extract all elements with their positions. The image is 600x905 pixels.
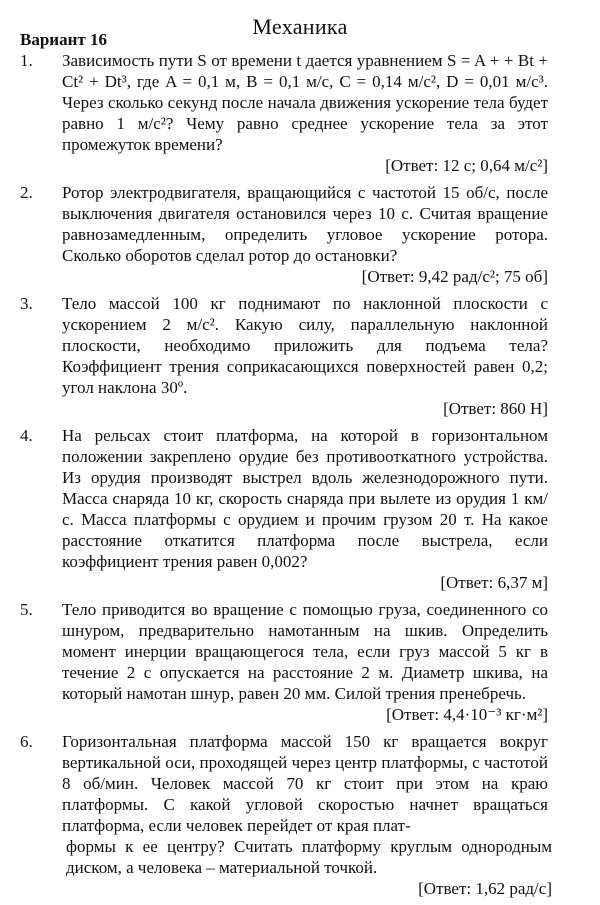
page-title: Механика: [252, 14, 348, 39]
problem-number: 1.: [20, 51, 33, 70]
problem-number: 6.: [20, 732, 33, 751]
problem-text: Тело массой 100 кг поднимают по наклонной плоскости с ускорением 2 м/с². Какую силу, параллельную наклонной плоскости, необходимо приложить для подъема тела? Коэффициент трения соприкасающихся поверхностей равен 0,2; угол наклона 30º.: [62, 294, 548, 397]
problem-answer: [Ответ: 1,62 рад/с]: [418, 879, 552, 898]
problem-number: 3.: [20, 294, 33, 313]
problem-list: [0, 50, 600, 905]
problem-6: [0, 731, 600, 899]
problem-number: 2.: [20, 183, 33, 202]
variant-heading: Вариант 16: [20, 30, 107, 49]
problem-answer: [Ответ: 4,4·10⁻³ кг·м²]: [386, 705, 548, 724]
problem-answer: [Ответ: 6,37 м]: [440, 573, 548, 592]
problem-2: [0, 182, 600, 287]
problem-text: Тело приводится во вращение с помощью груза, соединенного со шнуром, предварительно намотанным на шкив. Определить момент инерции вращающегося тела, если груз массой 5 кг в течение 2 с опускается на расстояние 2 м. Диаметр шкива, на который намотан шнур, равен 20 мм. Силой трения пренебречь.: [62, 600, 548, 703]
problem-text: На рельсах стоит платформа, на которой в горизонтальном положении закреплено орудие без противооткатного устройства. Из орудия производят выстрел вдоль железнодорожного пути. Масса снаряда 10 кг, скорость снаряда при вылете из орудия 1 км/с. Масса платформы с орудием и прочим грузом 20 т. На какое расстояние откатится платформа после выстрела, если коэффициент трения равен 0,002?: [62, 426, 548, 571]
problem-text: Ротор электродвигателя, вращающийся с частотой 15 об/с, после выключения двигателя остановился через 10 с. Считая вращение равнозамедленным, определить угловое ускорение ротора. Сколько оборотов сделал ротор до остановки?: [62, 183, 548, 265]
problem-text: Горизонтальная платформа массой 150 кг вращается вокруг вертикальной оси, проходящей через центр платформы, с частотой 8 об/мин. Человек массой 70 кг стоит при этом на краю платформы. С какой угловой скоростью начнет вращаться платформа, если человек перейдет от края плат-: [62, 732, 548, 835]
problem-4: [0, 425, 600, 593]
problem-answer: [Ответ: 9,42 рад/с²; 75 об]: [361, 267, 548, 286]
problem-answer: [Ответ: 12 с; 0,64 м/с²]: [385, 156, 548, 175]
problem-1: [0, 50, 600, 176]
problem-3: [0, 293, 600, 419]
problem-5: [0, 599, 600, 725]
problem-number: 5.: [20, 600, 33, 619]
problem-number: 4.: [20, 426, 33, 445]
problem-answer: [Ответ: 860 Н]: [443, 399, 548, 418]
problem-text: Зависимость пути S от времени t дается уравнением S = A + + Bt + Ct² + Dt³, где A = 0,1 м, B = 0,1 м/с, C = 0,14 м/с², D = 0,01 м/с³. Через сколько секунд после начала движения ускорение тела будет равно 1 м/с²? Чему равно среднее ускорение тела за этот промежуток времени?: [62, 51, 548, 154]
problem-text-continued: формы к ее центру? Считать платформу круглым однородным диском, а человека – материальной точкой.: [66, 837, 552, 877]
